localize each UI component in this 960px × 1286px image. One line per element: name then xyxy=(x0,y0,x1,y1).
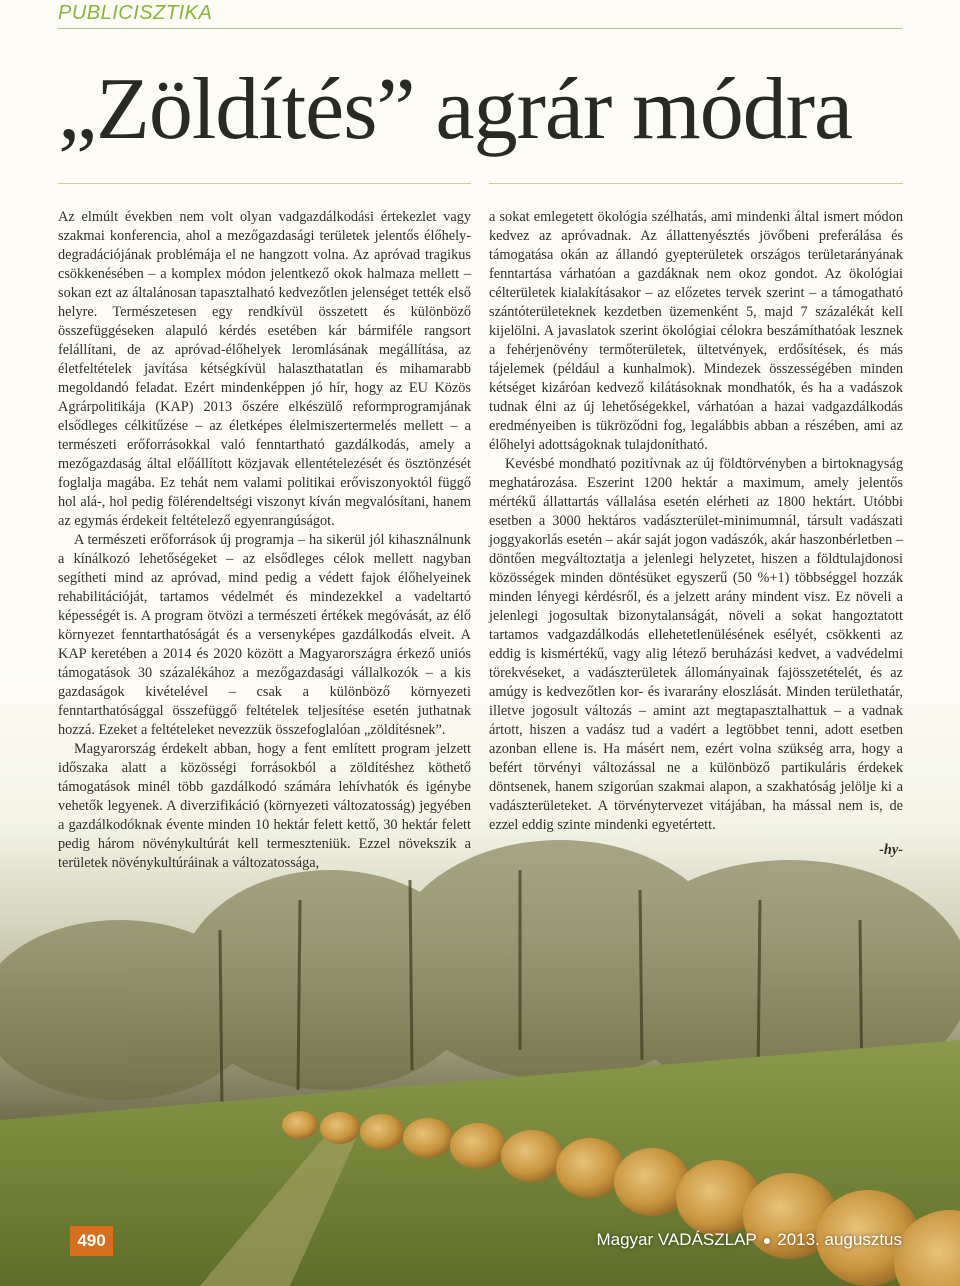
paragraph: Az elmúlt években nem volt olyan vadgazdálkodási értekezlet vagy szakmai konferencia, ahol a mezőgazdasági területek jelentős élőhely-degradációjának problémája el ne hangzott volna. Az apróvad tragikus csökkenésében – a komplex módon jelentkező okok halmaza mellett – sokan ezt az általánosan tapasztalható kedvezőtlen jelenséget tették első helyre. Természetesen egy rendkívül összetett és különböző összefüggéseken alapuló kérdés esetében kár bármiféle rangsort felállítani, de az apróvad-élőhelyek leromlásának megállítása, az életfeltételek javítása kétségkívül halaszthatatlan és mihamarabb megoldandó feladat. Ezért mindenképpen jó hír, hogy az EU Közös Agrárpolitikája (KAP) 2013 őszére elkészülő reformprogramjának elsődleges célkitűzése – az életképes élelmiszertermelés mellett – a természeti erőforrásokkal való fenntartható gazdálkodás, amely a mezőgazdaság által előállított közjavak ellentételezését és ösztönzését foglalja magába. Ez tehát nem valami politikai erőviszonyoktól függő hol alá-, hol pedig fölérendeltségi viszonyt kíván megvalósítani, hanem az egymás érdekeit feltételező egyenrangúságot. xyxy=(58,209,471,529)
author-signature: -hy- xyxy=(879,842,903,858)
right-column-rule xyxy=(489,183,903,184)
section-label: PUBLICISZTIKA xyxy=(58,2,213,24)
magazine-footer xyxy=(596,1230,902,1250)
top-divider xyxy=(58,28,902,29)
article-column-left xyxy=(58,208,471,873)
article-headline: „Zöldítés” agrár módra xyxy=(58,61,853,158)
article-column-right xyxy=(489,208,903,860)
paragraph: A természeti erőforrások új programja – ha sikerül jól kihasználnunk a kínálkozó lehetőségeket – az elsődleges célok mellett nagyban segítheti mind az apróvad, mind pedig a védett fajok élőhelyeinek rehabilitációját, tartamos védelmét és mindezekkel a vadeltartó képességét is. A program ötvözi a természeti értékek megóvását, az élő környezet fenntarthatóságát és a versenyképes gazdálkodás elveit. A KAP keretében a 2014 és 2020 között a Magyarországra érkező uniós támogatások 30 százalékához a mezőgazdasági vállalkozók – a kis gazdaságok kivételével – csak a különböző környezeti fenntarthatósággal összefüggő feltételek teljesítése esetén juthatnak hozzá. Ezeket a feltételeket nevezzük összefoglalóan „zöldítésnek”. xyxy=(58,532,471,738)
left-column-rule xyxy=(58,183,471,184)
paragraph: Kevésbé mondható pozitívnak az új földtörvényben a birtoknagyság meghatározása. Eszerint 1200 hektár a maximum, amely jelentős mértékű állattartás vállalása esetén elérheti az 1800 hektárt. Utóbbi esetben a 3000 hektáros vadászterület-minimumnál, társult vadászati joggyakorlás esetén – akár saját jogon vadászók, akár haszonbérletben – döntően megváltoztatja a jelenlegi helyzetet, hiszen a földtulajdonosi közösségek minden döntésüket egyszerű (50 %+1) többséggel hozzák minden lényegi kérdésről, és a jelzett arány mindent visz. Ez növeli a jelenlegi jogosultak bizonytalanságát, növeli a sokat hangoztatott tartamos vadgazdálkodás ellehetetlenülésének esélyét, csökkenti az eddig is kismértékű, vagy alig létező beruházási kedvet, a vadvédelmi törekvéseket, a vadászterületek állományainak fajösszetételét, és az amúgy is kedvezőtlen kor- és ivararány eloszlását. Minden területhatár, illetve jogosult változás – amint azt megtapasztalhattuk – a vadnak ártott, hiszen a vadász tud a vadért a legtöbbet tenni, adott esetben azonban ellene is. Ha másért nem, ezért volna szükség arra, hogy a befért törvényi változással ne a különböző partikuláris érdekek döntsenek, hanem szigorúan szakmai alapon, a szakhatóság jelölje ki a vadászterületeket. A törvénytervezet vitájában, ha mással nem is, de ezzel eddig szinte mindenki egyetértett. xyxy=(489,456,903,833)
paragraph: a sokat emlegetett ökológia szélhatás, ami mindenki által ismert módon kedvez az apróvadnak. Az állattenyésztés jövőbeni preferálása és támogatása okán az állandó gyepterületek országos területarányának fenntartása várhatóan a gazdáknak nem okoz gondot. Az ökológiai célterületek kialakításakor – az előzetes tervek szerint – a támogatható szántóterületeknek kezdetben üzemenként 5, majd 7 százalékát kell kijelölni. A javaslatok szerint ökológiai célokra beszámíthatóak lesznek a fehérjenövény termőterületek, ültetvények, erdősítések, és más tájelemek (például a kunhalmok). Mindezek összességében minden kétséget kizáróan kedvező kilátásoknak mondhatók, és ha a vadászok tudnak élni az új lehetőségekkel, várhatóan a hazai vadgazdálkodás eredményeiben is tükröződni fog, legalábbis abban a részében, ami az élőhelyi adottságoknak tulajdonítható. xyxy=(489,209,903,453)
issue-date: 2013. augusztus xyxy=(777,1230,902,1249)
paragraph: Magyarország érdekelt abban, hogy a fent említett program jelzett időszaka alatt a közösségi forrásokból a zöldítéshez köthető támogatások minél több gazdálkodó számára lehívhatók és igénybe vehetők legyenek. A diverzifikáció (környezeti változatosság) jegyében a gazdálkodóknak évente minden 10 hektár felett kettő, 30 hektár felett pedig három növénykultúrát kell termeszteniük. Ezzel növekszik a területek növénykultúráinak a változatossága, xyxy=(58,741,471,871)
magazine-name: Magyar VADÁSZLAP xyxy=(596,1230,757,1249)
bullet-icon: ● xyxy=(762,1232,772,1248)
page-number: 490 xyxy=(70,1226,113,1256)
